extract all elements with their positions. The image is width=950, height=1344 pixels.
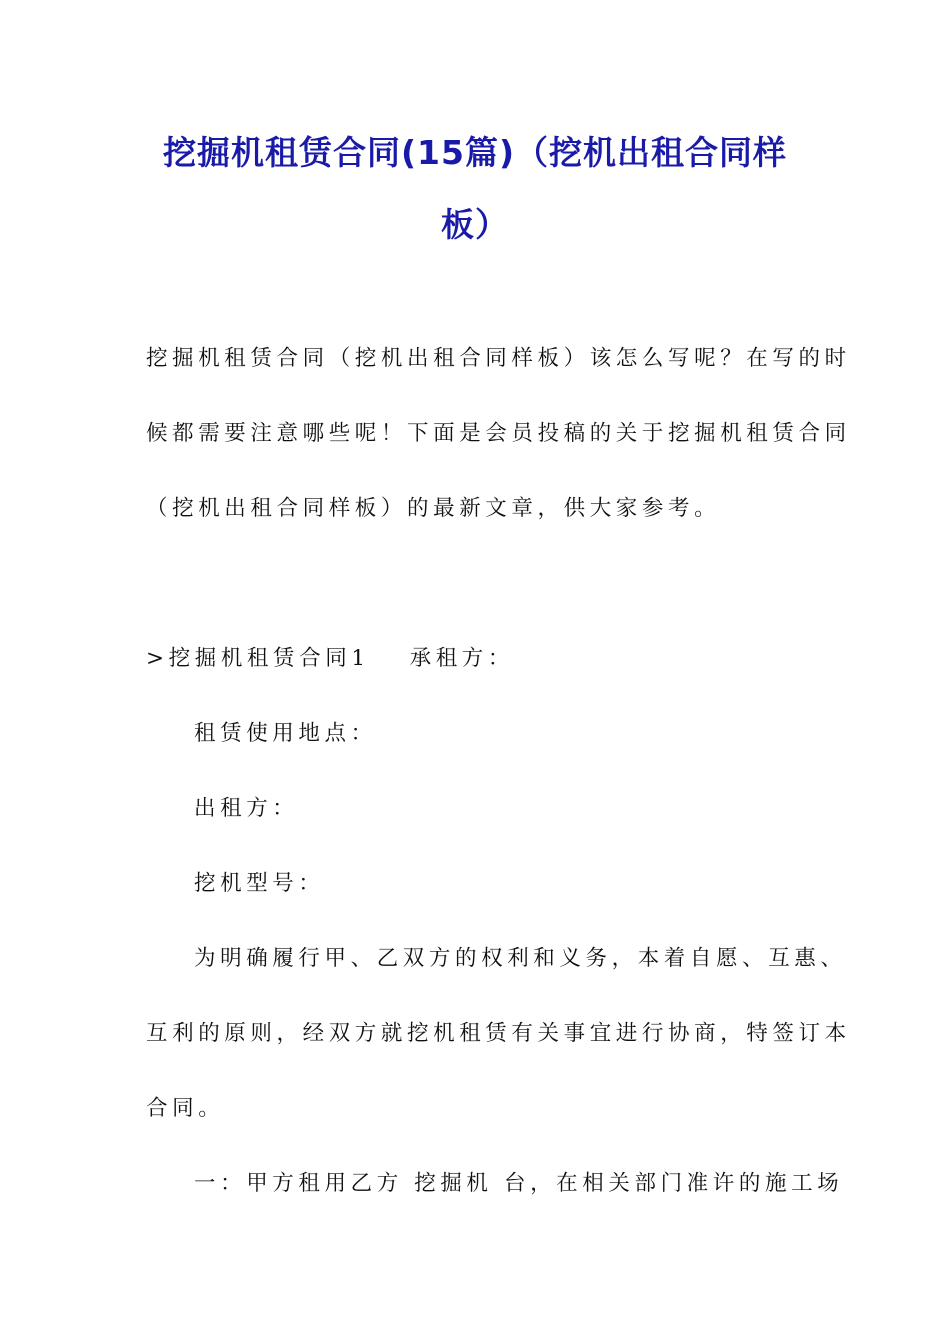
purpose-paragraph-line-3: 合同。 — [146, 1096, 225, 1121]
intro-paragraph-line-1: 挖掘机租赁合同（挖机出租合同样板）该怎么写呢？在写的时 — [146, 346, 851, 371]
document-title-line-1: 挖掘机租赁合同(15篇)（挖机出租合同样 — [162, 133, 788, 172]
intro-paragraph-line-3: （挖机出租合同样板）的最新文章，供大家参考。 — [146, 496, 721, 521]
section-heading: >挖掘机租赁合同1 — [146, 646, 370, 671]
purpose-paragraph-line-1: 为明确履行甲、乙双方的权利和义务，本着自愿、互惠、 — [194, 946, 847, 971]
intro-paragraph-line-2: 候都需要注意哪些呢！下面是会员投稿的关于挖掘机租赁合同 — [146, 421, 851, 446]
purpose-paragraph-line-2: 互利的原则，经双方就挖机租赁有关事宜进行协商，特签订本 — [146, 1021, 851, 1046]
section-heading-row — [146, 645, 514, 673]
clause-1-line: 一：甲方租用乙方 挖掘机 台，在相关部门准许的施工场 — [194, 1171, 844, 1196]
model-label: 挖机型号： — [194, 871, 325, 896]
lessor-label: 出租方： — [194, 796, 299, 821]
location-label: 租赁使用地点： — [194, 721, 377, 746]
lessee-label: 承租方： — [409, 646, 515, 671]
document-title-line-2: 板） — [441, 205, 509, 244]
